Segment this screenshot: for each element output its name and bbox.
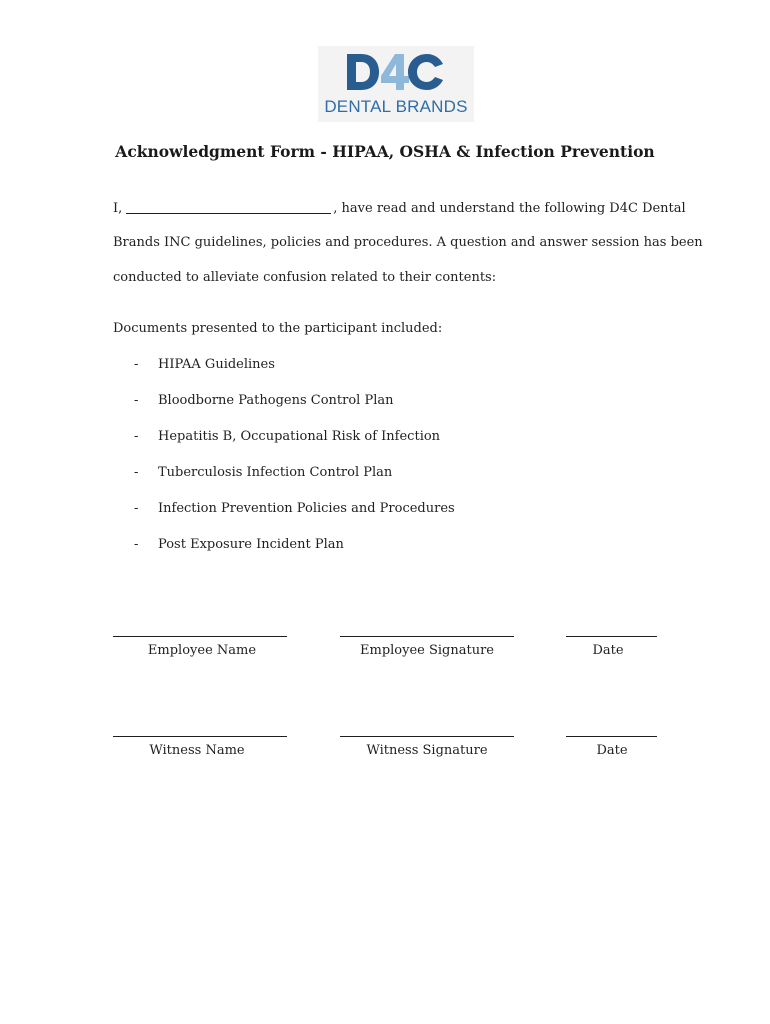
- list-item: [0, 356, 600, 392]
- intro-line-2: Brands INC guidelines, policies and procedures. A question and answer session has been: [113, 235, 703, 250]
- list-item: [0, 464, 600, 500]
- document-hipaa-guidelines: HIPAA Guidelines: [158, 357, 275, 372]
- participant-name-blank[interactable]: [126, 200, 331, 214]
- intro-line-1-rest: , have read and understand the following D4C Dental: [333, 201, 686, 216]
- witness-date-line[interactable]: [566, 736, 657, 737]
- employee-name-label: Employee Name: [147, 643, 257, 658]
- document-infection-prevention: Infection Prevention Policies and Procedures: [158, 501, 455, 516]
- document-bloodborne-pathogens: Bloodborne Pathogens Control Plan: [158, 393, 394, 408]
- document-post-exposure: Post Exposure Incident Plan: [158, 537, 344, 552]
- employee-signature-label: Employee Signature: [360, 643, 494, 658]
- documents-intro: Documents presented to the participant included:: [113, 321, 443, 336]
- list-item: [0, 536, 600, 572]
- list-bullet: -: [134, 465, 139, 480]
- employee-signature-line[interactable]: [340, 636, 514, 637]
- employee-date-line[interactable]: [566, 636, 657, 637]
- list-bullet: -: [134, 537, 139, 552]
- witness-signature-line[interactable]: [340, 736, 514, 737]
- list-item: [0, 392, 600, 428]
- list-bullet: -: [134, 357, 139, 372]
- witness-date-label: Date: [596, 743, 628, 758]
- list-item: [0, 500, 600, 536]
- list-bullet: -: [134, 501, 139, 516]
- intro-line-3: conducted to alleviate confusion related to their contents:: [113, 270, 497, 285]
- employee-date-label: Date: [592, 643, 624, 658]
- d4c-logo-mark: [345, 52, 447, 92]
- form-title: Acknowledgment Form - HIPAA, OSHA & Infection Prevention: [115, 142, 655, 161]
- intro-line-1: [113, 200, 686, 217]
- list-bullet: -: [134, 393, 139, 408]
- employee-name-line[interactable]: [113, 636, 287, 637]
- list-item: [0, 428, 600, 464]
- document-tuberculosis: Tuberculosis Infection Control Plan: [158, 465, 393, 480]
- documents-list: [0, 356, 600, 572]
- witness-name-line[interactable]: [113, 736, 287, 737]
- intro-prefix: I,: [113, 201, 123, 216]
- witness-signature-label: Witness Signature: [366, 743, 488, 758]
- d4c-logo: [318, 46, 474, 122]
- witness-name-label: Witness Name: [149, 743, 245, 758]
- logo-subtitle: DENTAL BRANDS: [324, 97, 468, 116]
- document-hepatitis-b: Hepatitis B, Occupational Risk of Infection: [158, 429, 441, 444]
- list-bullet: -: [134, 429, 139, 444]
